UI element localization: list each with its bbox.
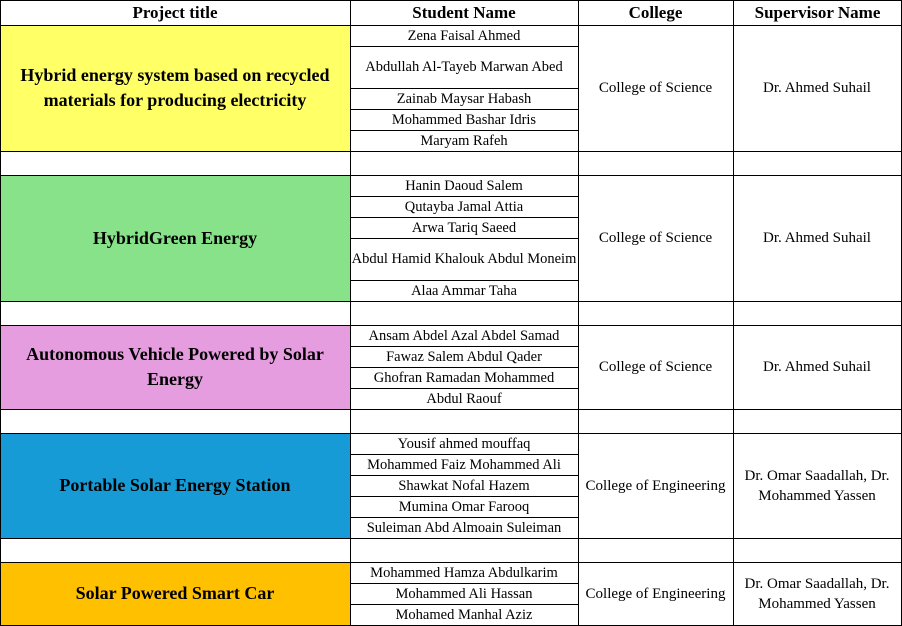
project-title-cell: HybridGreen Energy bbox=[0, 175, 350, 301]
row-divider bbox=[350, 475, 578, 476]
column-border bbox=[733, 0, 734, 626]
student-name-cell: Shawkat Nofal Hazem bbox=[398, 477, 530, 494]
student-name-cell: Arwa Tariq Saeed bbox=[411, 219, 517, 236]
row-border bbox=[0, 325, 902, 326]
project-title-cell: Portable Solar Energy Station bbox=[0, 433, 350, 538]
project-title-cell: Solar Powered Smart Car bbox=[0, 562, 350, 625]
student-name-cell: Alaa Ammar Taha bbox=[411, 282, 517, 299]
row-divider bbox=[350, 196, 578, 197]
row-border bbox=[0, 301, 902, 302]
row-divider bbox=[350, 238, 578, 239]
supervisor-cell: Dr. Ahmed Suhail bbox=[763, 359, 871, 375]
row-divider bbox=[350, 454, 578, 455]
row-divider bbox=[350, 517, 578, 518]
row-border bbox=[0, 433, 902, 434]
project-title-cell: Hybrid energy system based on recycled materials for producing electricity bbox=[0, 25, 350, 151]
row-border bbox=[0, 538, 902, 539]
header-college: College bbox=[628, 2, 683, 22]
row-divider bbox=[350, 46, 578, 47]
column-border bbox=[350, 0, 351, 626]
student-name-cell: Zena Faisal Ahmed bbox=[407, 27, 521, 44]
student-name-cell: Mohammed Faiz Mohammed Ali bbox=[367, 456, 561, 473]
student-name-cell: Fawaz Salem Abdul Qader bbox=[386, 348, 542, 365]
student-name-cell: Yousif ahmed mouffaq bbox=[397, 435, 531, 452]
student-name-cell: Maryam Rafeh bbox=[420, 132, 508, 149]
row-divider bbox=[350, 280, 578, 281]
student-name-cell: Ansam Abdel Azal Abdel Samad bbox=[368, 327, 560, 344]
row-border bbox=[0, 0, 902, 1]
header-project-title: Project title bbox=[132, 2, 218, 22]
row-border bbox=[0, 409, 902, 410]
student-name-cell: Qutayba Jamal Attia bbox=[404, 198, 524, 215]
college-cell: College of Engineering bbox=[585, 585, 726, 602]
student-name-cell: Suleiman Abd Almoain Suleiman bbox=[366, 519, 562, 536]
header-student-name: Student Name bbox=[412, 2, 516, 22]
row-divider bbox=[350, 388, 578, 389]
student-name-cell: Abdul Hamid Khalouk Abdul Moneim bbox=[351, 251, 577, 267]
student-name-cell: Mohamed Manhal Aziz bbox=[395, 606, 533, 623]
supervisor-cell: Dr. Ahmed Suhail bbox=[763, 230, 871, 246]
row-divider bbox=[350, 583, 578, 584]
supervisor-cell: Dr. Omar Saadallah, Dr. Mohammed Yassen bbox=[744, 575, 890, 612]
row-divider bbox=[350, 496, 578, 497]
row-divider bbox=[350, 109, 578, 110]
row-divider bbox=[350, 217, 578, 218]
student-name-cell: Ghofran Ramadan Mohammed bbox=[373, 369, 555, 386]
row-divider bbox=[350, 367, 578, 368]
supervisor-cell: Dr. Ahmed Suhail bbox=[763, 80, 871, 96]
college-cell: College of Engineering bbox=[585, 477, 726, 494]
college-cell: College of Science bbox=[598, 80, 713, 96]
row-divider bbox=[350, 88, 578, 89]
project-title-cell: Autonomous Vehicle Powered by Solar Energy bbox=[0, 325, 350, 409]
supervisor-cell: Dr. Omar Saadallah, Dr. Mohammed Yassen bbox=[744, 467, 890, 504]
header-supervisor-name: Supervisor Name bbox=[754, 2, 881, 22]
student-name-cell: Abdul Raouf bbox=[426, 390, 502, 407]
student-name-cell: Mumina Omar Farooq bbox=[398, 498, 530, 515]
column-border bbox=[578, 0, 579, 626]
row-divider bbox=[350, 604, 578, 605]
column-border bbox=[0, 0, 1, 626]
row-border bbox=[0, 151, 902, 152]
student-name-cell: Zainab Maysar Habash bbox=[396, 90, 532, 107]
student-name-cell: Hanin Daoud Salem bbox=[405, 177, 523, 194]
student-name-cell: Mohammed Hamza Abdulkarim bbox=[370, 564, 558, 581]
row-divider bbox=[350, 130, 578, 131]
row-border bbox=[0, 562, 902, 563]
student-name-cell: Mohammed Ali Hassan bbox=[395, 585, 533, 602]
college-cell: College of Science bbox=[598, 230, 713, 246]
student-name-cell: Mohammed Bashar Idris bbox=[391, 111, 537, 128]
row-border bbox=[0, 25, 902, 26]
row-border bbox=[0, 175, 902, 176]
row-divider bbox=[350, 346, 578, 347]
student-name-cell: Abdullah Al-Tayeb Marwan Abed bbox=[365, 59, 563, 75]
college-cell: College of Science bbox=[598, 359, 713, 375]
